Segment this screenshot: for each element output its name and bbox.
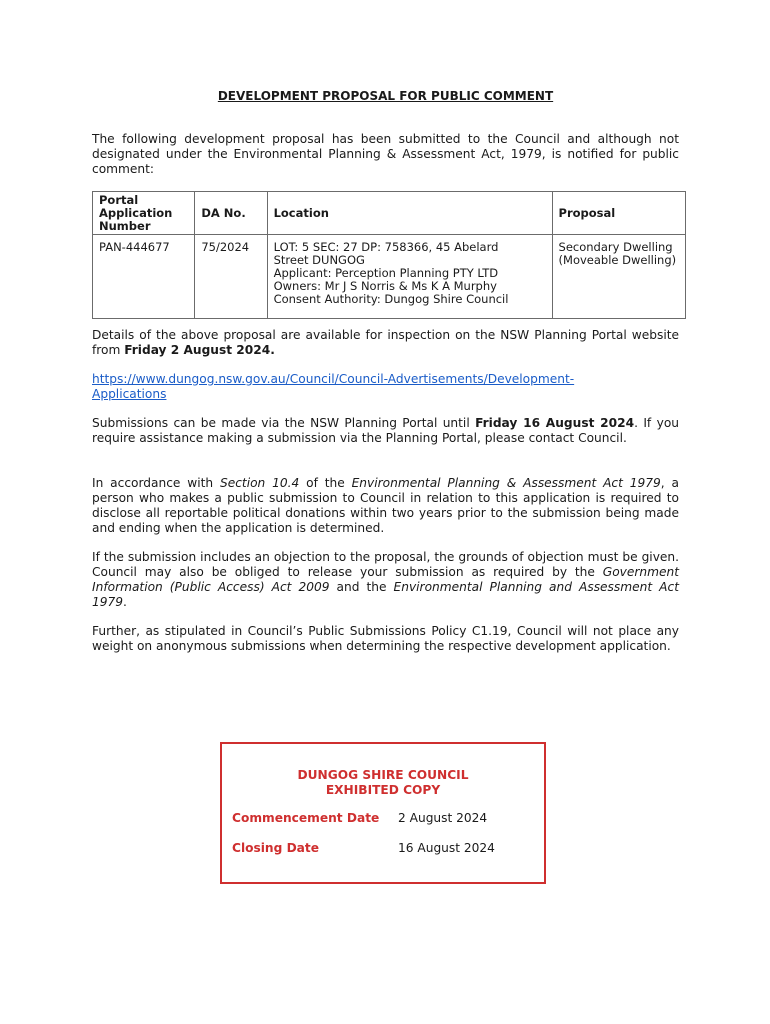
- link-line: https://www.dungog.nsw.gov.au/Council/Council-Advertisements/Development-: [92, 372, 575, 386]
- details-date: Friday 2 August 2024.: [124, 343, 275, 357]
- stamp-council-name: DUNGOG SHIRE COUNCIL: [297, 768, 469, 782]
- objection-paragraph: [92, 550, 679, 610]
- header-portal-line: Portal: [99, 193, 139, 207]
- accordance-text: In accordance with: [92, 476, 220, 490]
- objection-text: If the submission includes an objection to the proposal, the grounds of objection must be given. Council may also be obliged to release your submission as required by the: [92, 550, 679, 579]
- submissions-text-end: . If you require assistance making a submission via the Planning Portal, please contact Council.: [92, 416, 679, 445]
- proposal-line: (Moveable Dwelling): [558, 253, 677, 267]
- table-row: [93, 235, 686, 319]
- header-da-no: DA No.: [195, 192, 267, 235]
- stamp-heading: [222, 768, 544, 798]
- details-paragraph: [92, 328, 679, 358]
- objection-text: .: [123, 595, 127, 609]
- epa-act-reference: Environmental Planning and Assessment Act 1979: [92, 580, 679, 609]
- submissions-text: Submissions can be made via the NSW Planning Portal until: [92, 416, 476, 430]
- advertisement-link-paragraph: [92, 372, 679, 402]
- link-line: Applications: [92, 387, 167, 401]
- cell-proposal: [552, 235, 685, 319]
- commencement-date-label: Commencement Date: [232, 811, 380, 825]
- further-paragraph: Further, as stipulated in Council’s Public Submissions Policy C1.19, Council will not place any weight on anonymous submissions when determining the respective development application.: [92, 624, 679, 653]
- exhibited-copy-stamp: [220, 742, 546, 884]
- accordance-text: , a person who makes a public submission to Council in relation to this application is required to disclose all reportable political donations within two years prior to the submission being made and ending when the application is determined.: [92, 476, 679, 535]
- submissions-paragraph: [92, 416, 679, 446]
- location-line: Owners: Mr J S Norris & Ms K A Murphy: [273, 279, 497, 293]
- cell-portal-number: PAN-444677: [93, 235, 195, 319]
- closing-date-label: Closing Date: [232, 841, 320, 855]
- proposal-table: [92, 191, 686, 319]
- gipa-act-reference: Government Information (Public Access) Act 2009: [92, 565, 679, 594]
- closing-date-value: 16 August 2024: [398, 841, 495, 855]
- location-line: Street DUNGOG: [273, 253, 365, 267]
- act-reference: Environmental Planning & Assessment Act 1979: [351, 476, 661, 490]
- cell-location: [267, 235, 552, 319]
- commencement-date-value: 2 August 2024: [398, 811, 488, 825]
- cell-da-no: 75/2024: [195, 235, 267, 319]
- header-portal-line: Number: [99, 219, 151, 233]
- location-line: Applicant: Perception Planning PTY LTD: [273, 266, 499, 280]
- details-text: Details of the above proposal are available for inspection on the NSW Planning Portal website from: [92, 328, 679, 357]
- objection-text: and the: [329, 580, 394, 594]
- header-proposal: Proposal: [552, 192, 685, 235]
- advertisement-link[interactable]: [92, 372, 574, 401]
- location-line: Consent Authority: Dungog Shire Council: [273, 292, 509, 306]
- stamp-exhibited-copy: EXHIBITED COPY: [325, 783, 441, 797]
- accordance-text: of the: [299, 476, 352, 490]
- submissions-date: Friday 16 August 2024: [475, 416, 635, 430]
- accordance-paragraph: [92, 476, 679, 536]
- header-location: Location: [267, 192, 552, 235]
- table-header-row: [93, 192, 686, 235]
- proposal-line: Secondary Dwelling: [558, 240, 673, 254]
- page-title: DEVELOPMENT PROPOSAL FOR PUBLIC COMMENT: [217, 89, 554, 103]
- header-portal-line: Application: [99, 206, 173, 220]
- header-portal-application-number: [93, 192, 195, 235]
- location-line: LOT: 5 SEC: 27 DP: 758366, 45 Abelard: [273, 240, 499, 254]
- intro-paragraph: The following development proposal has been submitted to the Council and although not designated under the Environmental Planning & Assessment Act, 1979, is notified for public comment:: [92, 132, 679, 176]
- section-reference: Section 10.4: [220, 476, 300, 490]
